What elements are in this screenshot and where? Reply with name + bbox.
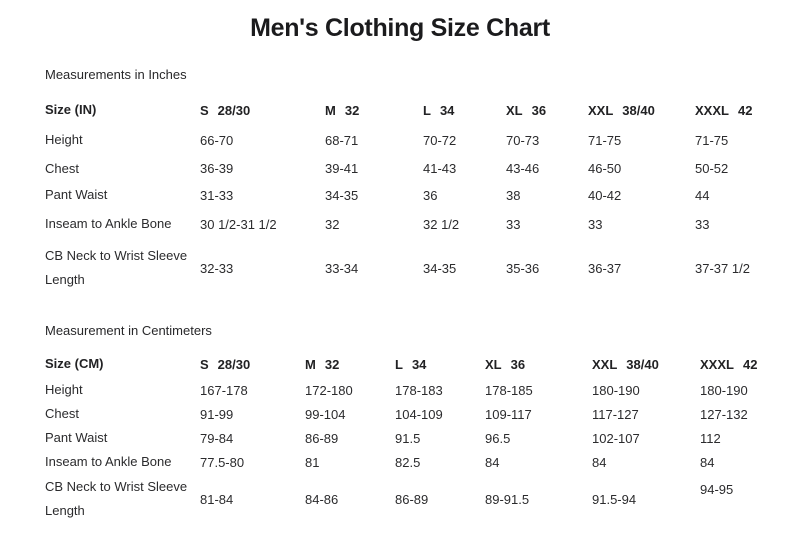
measurement-row-chest [45, 402, 760, 426]
measurement-value: 34-35 [325, 187, 359, 203]
measurement-value: 94-95 [700, 482, 734, 497]
size-fit-number: 36 [531, 102, 547, 118]
measurement-value: 112 [700, 430, 721, 446]
measurement-value: 32 [325, 216, 340, 232]
size-name: L [423, 102, 431, 118]
measurement-value: 40-42 [588, 187, 622, 203]
cm-header-row [45, 350, 760, 378]
measurement-row-inseam [45, 208, 760, 240]
row-label: Inseam to Ankle Bone [45, 454, 172, 469]
row-label: Chest [45, 160, 79, 176]
size-fit-number: 38/40 [626, 356, 659, 372]
measurement-value: 46-50 [588, 161, 622, 176]
size-name: S [200, 102, 209, 118]
measurement-row-height [45, 125, 760, 155]
measurement-row-cb-neck-sleeve [45, 240, 760, 296]
inches-table-subtitle: Measurements in Inches [45, 67, 187, 82]
content-area [45, 67, 760, 524]
measurement-value: 30 1/2-31 1/2 [200, 216, 277, 232]
size-column-header-s [200, 350, 305, 378]
measurement-value: 102-107 [592, 430, 640, 446]
measurement-value: 32-33 [200, 260, 234, 276]
size-name: XXXL [695, 102, 729, 118]
size-column-header-xl [506, 95, 588, 125]
size-column-header-xxl [592, 350, 700, 378]
size-fit-number: 42 [737, 102, 753, 118]
size-fit-number: 32 [324, 356, 340, 372]
size-fit-number: 32 [344, 102, 360, 118]
cm-table-subtitle: Measurement in Centimeters [45, 323, 212, 338]
size-unit-header: Size (IN) [45, 102, 97, 117]
measurement-value: 99-104 [305, 406, 346, 422]
size-fit-number: 28/30 [217, 356, 251, 372]
measurement-value: 36 [423, 187, 438, 203]
size-fit-number: 36 [510, 356, 526, 372]
measurement-value: 127-132 [700, 406, 748, 422]
measurement-value: 34-35 [423, 260, 457, 276]
measurement-value: 91.5 [395, 430, 421, 446]
measurement-value: 84 [485, 454, 500, 470]
measurement-value: 180-190 [700, 382, 748, 398]
measurement-value: 71-75 [588, 132, 622, 148]
size-fit-number: 42 [742, 356, 758, 372]
measurement-value: 84 [700, 454, 715, 470]
measurement-value: 70-73 [506, 132, 540, 148]
measurement-value: 35-36 [506, 260, 540, 276]
measurement-value: 91.5-94 [592, 491, 637, 507]
row-label: Pant Waist [45, 430, 108, 445]
size-column-header-l [395, 350, 485, 378]
measurement-value: 84 [592, 454, 607, 470]
measurement-value: 68-71 [325, 132, 359, 148]
measurement-row-inseam [45, 450, 760, 474]
measurement-value: 109-117 [485, 406, 532, 422]
size-name: S [200, 356, 209, 372]
measurement-value: 84-86 [305, 491, 339, 507]
measurement-value: 37-37 1/2 [695, 260, 750, 276]
size-name: XL [485, 356, 502, 372]
measurement-value: 32 1/2 [423, 216, 460, 232]
size-name: XXL [588, 102, 614, 118]
measurement-value: 178-183 [395, 382, 443, 398]
measurement-value: 33 [506, 216, 521, 232]
measurement-value: 81 [305, 454, 320, 470]
measurement-value: 44 [695, 187, 710, 203]
size-fit-number: 34 [439, 102, 455, 118]
size-column-header-xxxl [695, 95, 760, 125]
size-name: M [305, 356, 316, 372]
size-unit-header: Size (CM) [45, 356, 104, 371]
measurement-value: 167-178 [200, 382, 248, 398]
measurement-value: 96.5 [485, 430, 511, 446]
measurement-value: 178-185 [485, 382, 533, 398]
measurement-value: 41-43 [423, 161, 457, 176]
measurement-value: 117-127 [592, 406, 639, 422]
measurement-value: 70-72 [423, 132, 457, 148]
size-column-header-m [305, 350, 395, 378]
measurement-value: 82.5 [395, 454, 421, 470]
measurement-value: 79-84 [200, 430, 234, 446]
inches-header-row [45, 95, 760, 125]
size-name: XXXL [700, 356, 734, 372]
size-column-header-xxl [588, 95, 695, 125]
measurement-value: 91-99 [200, 406, 234, 422]
measurement-value: 81-84 [200, 491, 234, 507]
measurement-value: 33 [695, 216, 710, 232]
measurement-value: 33-34 [325, 260, 359, 276]
measurement-row-height [45, 378, 760, 402]
measurement-value: 38 [506, 187, 521, 203]
size-column-header-l [423, 95, 506, 125]
measurement-value: 172-180 [305, 382, 353, 398]
size-name: M [325, 102, 336, 118]
measurement-value: 50-52 [695, 161, 729, 176]
measurement-value: 39-41 [325, 161, 359, 176]
measurement-value: 71-75 [695, 132, 729, 148]
size-fit-number: 28/30 [217, 102, 251, 118]
measurement-value: 89-91.5 [485, 491, 530, 507]
measurement-value: 77.5-80 [200, 454, 245, 470]
size-column-header-s [200, 95, 325, 125]
size-column-header-xl [485, 350, 592, 378]
measurement-row-chest [45, 155, 760, 182]
measurement-value: 180-190 [592, 382, 640, 398]
measurement-value: 36-39 [200, 161, 234, 176]
measurement-value: 33 [588, 216, 603, 232]
measurement-value: 86-89 [395, 491, 429, 507]
measurement-row-cb-neck-sleeve [45, 474, 760, 524]
size-name: L [395, 356, 403, 372]
row-label: Chest [45, 406, 79, 421]
row-label: Pant Waist [45, 187, 108, 202]
size-column-header-xxxl [700, 350, 760, 378]
measurement-value: 66-70 [200, 132, 234, 148]
measurement-value: 104-109 [395, 406, 443, 422]
inches-size-table [45, 95, 760, 296]
size-fit-number: 38/40 [622, 102, 655, 118]
size-column-header-m [325, 95, 423, 125]
size-fit-number: 34 [411, 356, 427, 372]
measurement-value: 86-89 [305, 430, 339, 446]
measurement-value: 36-37 [588, 260, 622, 276]
row-label: Inseam to Ankle Bone [45, 216, 172, 231]
page-title: Men's Clothing Size Chart [250, 14, 550, 42]
measurement-value: 43-46 [506, 161, 540, 176]
row-label: Height [45, 132, 83, 147]
size-name: XL [506, 102, 523, 118]
measurement-row-pant-waist [45, 182, 760, 208]
measurement-value: 31-33 [200, 187, 234, 203]
measurement-row-pant-waist [45, 426, 760, 450]
row-label: CB Neck to Wrist Sleeve Length [45, 479, 188, 518]
row-label: CB Neck to Wrist Sleeve Length [45, 248, 188, 287]
row-label: Height [45, 382, 83, 397]
size-name: XXL [592, 356, 618, 372]
cm-size-table [45, 350, 760, 524]
